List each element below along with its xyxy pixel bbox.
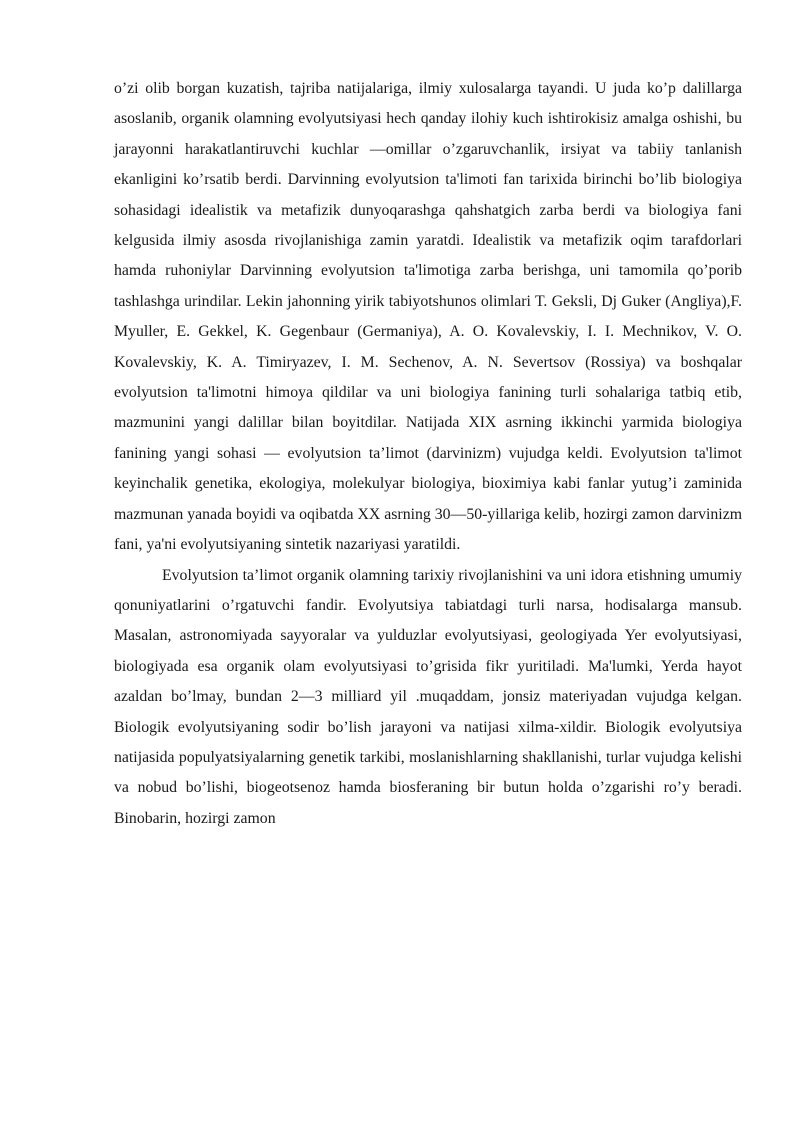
paragraph-2: Evolyutsion ta’limot organik olamning tarixiy rivojlanishini va uni idora etishning umumiy qonuniyatlarini o’rgatuvchi fandir. Evolyutsiya tabiatdagi turli narsa, hodisalarga mansub. Masalan, astronomiyada sayyoralar va yulduzlar evolyutsiyasi, geologiyada Yer evolyutsiyasi, biologiyada esa organik olam evolyutsiyasi to’grisida fikr yuritiladi. Ma'lumki, Yerda hayot azaldan bo’lmay, bundan 2—3 milliard yil .muqaddam, jonsiz materiyadan vujudga kelgan. Biologik evolyutsiyaning sodir bo’lish jarayoni va natijasi xilma-xildir. Biologik evolyutsiya natijasida populyatsiyalarning genetik tarkibi, moslanishlarning shakllanishi, turlar vujudga kelishi va nobud bo’lishi, biogeotsenoz hamda biosferaning bir butun holda o’zgarishi ro’y beradi. Binobarin, hozirgi zamon: [114, 566, 742, 827]
document-page: [114, 74, 742, 834]
paragraph-1: o’zi olib borgan kuzatish, tajriba natijalariga, ilmiy xulosalarga tayandi. U juda ko’p dalillarga asoslanib, organik olamning evolyutsiyasi hech qanday ilohiy kuch ishtirokisiz amalga oshishi, bu jarayonni harakatlantiruvchi kuchlar —omillar o’zgaruvchanlik, irsiyat va tabiiy tanlanish ekanligini ko’rsatib berdi. Darvinning evolyutsion ta'limoti fan tarixida birinchi bo’lib biologiya sohasidagi idealistik va metafizik dunyoqarashga qahshatgich zarba berdi va biologiya fani kelgusida ilmiy asosda rivojlanishiga zamin yaratdi. Idealistik va metafizik oqim tarafdorlari hamda ruhoniylar Darvinning evolyutsion ta'limotiga zarba berishga, uni tamomila qo’porib tashlashga urindilar. Lekin jahonning yirik tabiyotshunos olimlari T. Geksli, Dj Guker (Angliya),F. Myuller, E. Gekkel, K. Gegenbaur (Germaniya), A. O. Kovalevskiy, I. I. Mechnikov, V. O. Kovalevskiy, K. A. Timiryazev, I. M. Sechenov, A. N. Severtsov (Rossiya) va boshqalar evolyutsion ta'limotni himoya qildilar va uni biologiya fanining turli sohalariga tatbiq etib, mazmunini yangi dalillar bilan boyitdilar. Natijada XIX asrning ikkinchi yarmida biologiya fanining yangi sohasi — evolyutsion ta’limot (darvinizm) vujudga keldi. Evolyutsion ta'limot keyinchalik genetika, ekologiya, molekulyar biologiya, bioximiya kabi fanlar yutug’i zaminida mazmunan yanada boyidi va oqibatda XX asrning 30—50-yillariga kelib, hozirgi zamon darvinizm fani, ya'ni evolyutsiyaning sintetik nazariyasi yaratildi.: [114, 80, 742, 554]
